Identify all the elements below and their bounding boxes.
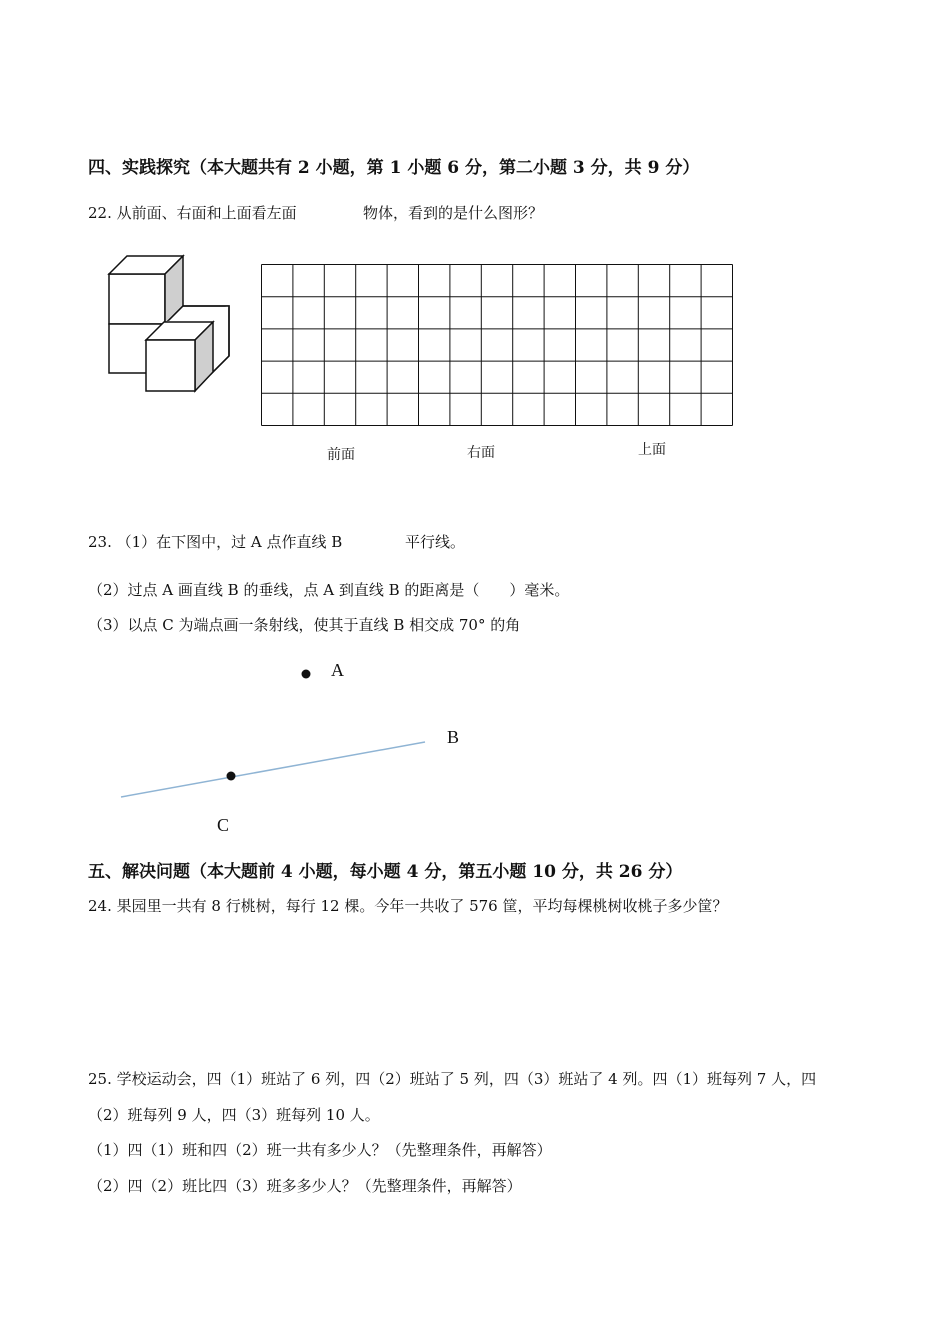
section-4-heading: 四、实践探究（本大题共有 2 小题，第 1 小题 6 分，第二小题 3 分，共 9 分）: [88, 158, 700, 178]
label-right: 右面: [467, 445, 495, 461]
line-b: [121, 742, 425, 797]
q25-sub1: （1）四（1）班和四（2）班一共有多少人？（先整理条件，再解答）: [88, 1141, 552, 1159]
label-top: 上面: [638, 442, 666, 458]
q24-text: 24. 果园里一共有 8 行桃树，每行 12 棵。今年一共收了 576 筐，平均每棵桃树收桃子多少筐？: [88, 897, 728, 915]
q23-line3: （3）以点 C 为端点画一条射线，使其于直线 B 相交成 70° 的角: [88, 616, 521, 634]
q22-prompt-part2: 物体，看到的是什么图形？: [363, 204, 544, 222]
point-a-dot: [302, 670, 311, 679]
q23-line2: （2）过点 A 画直线 B 的垂线，点 A 到直线 B 的距离是（ ）毫米。: [88, 581, 570, 599]
label-front: 前面: [327, 447, 355, 463]
q22-prompt-part1: 22. 从前面、右面和上面看左面: [88, 204, 297, 222]
q25-line1: 25. 学校运动会，四（1）班站了 6 列，四（2）班站了 5 列，四（3）班站了 4 列。四（1）班每列 7 人，四: [88, 1070, 817, 1088]
q23-line1-part1: 23. （1）在下图中，过 A 点作直线 B: [88, 533, 343, 551]
point-c-label: C: [217, 815, 230, 835]
point-b-label: B: [447, 727, 460, 747]
q25-line2: （2）班每列 9 人，四（3）班每列 10 人。: [88, 1106, 380, 1124]
point-a-label: A: [331, 660, 344, 680]
point-c-dot: [227, 772, 236, 781]
section-5-heading: 五、解决问题（本大题前 4 小题，每小题 4 分，第五小题 10 分，共 26 分）: [88, 862, 683, 882]
q25-sub2: （2）四（2）班比四（3）班多多少人？（先整理条件，再解答）: [88, 1177, 522, 1195]
q23-line1-part2: 平行线。: [405, 533, 466, 551]
